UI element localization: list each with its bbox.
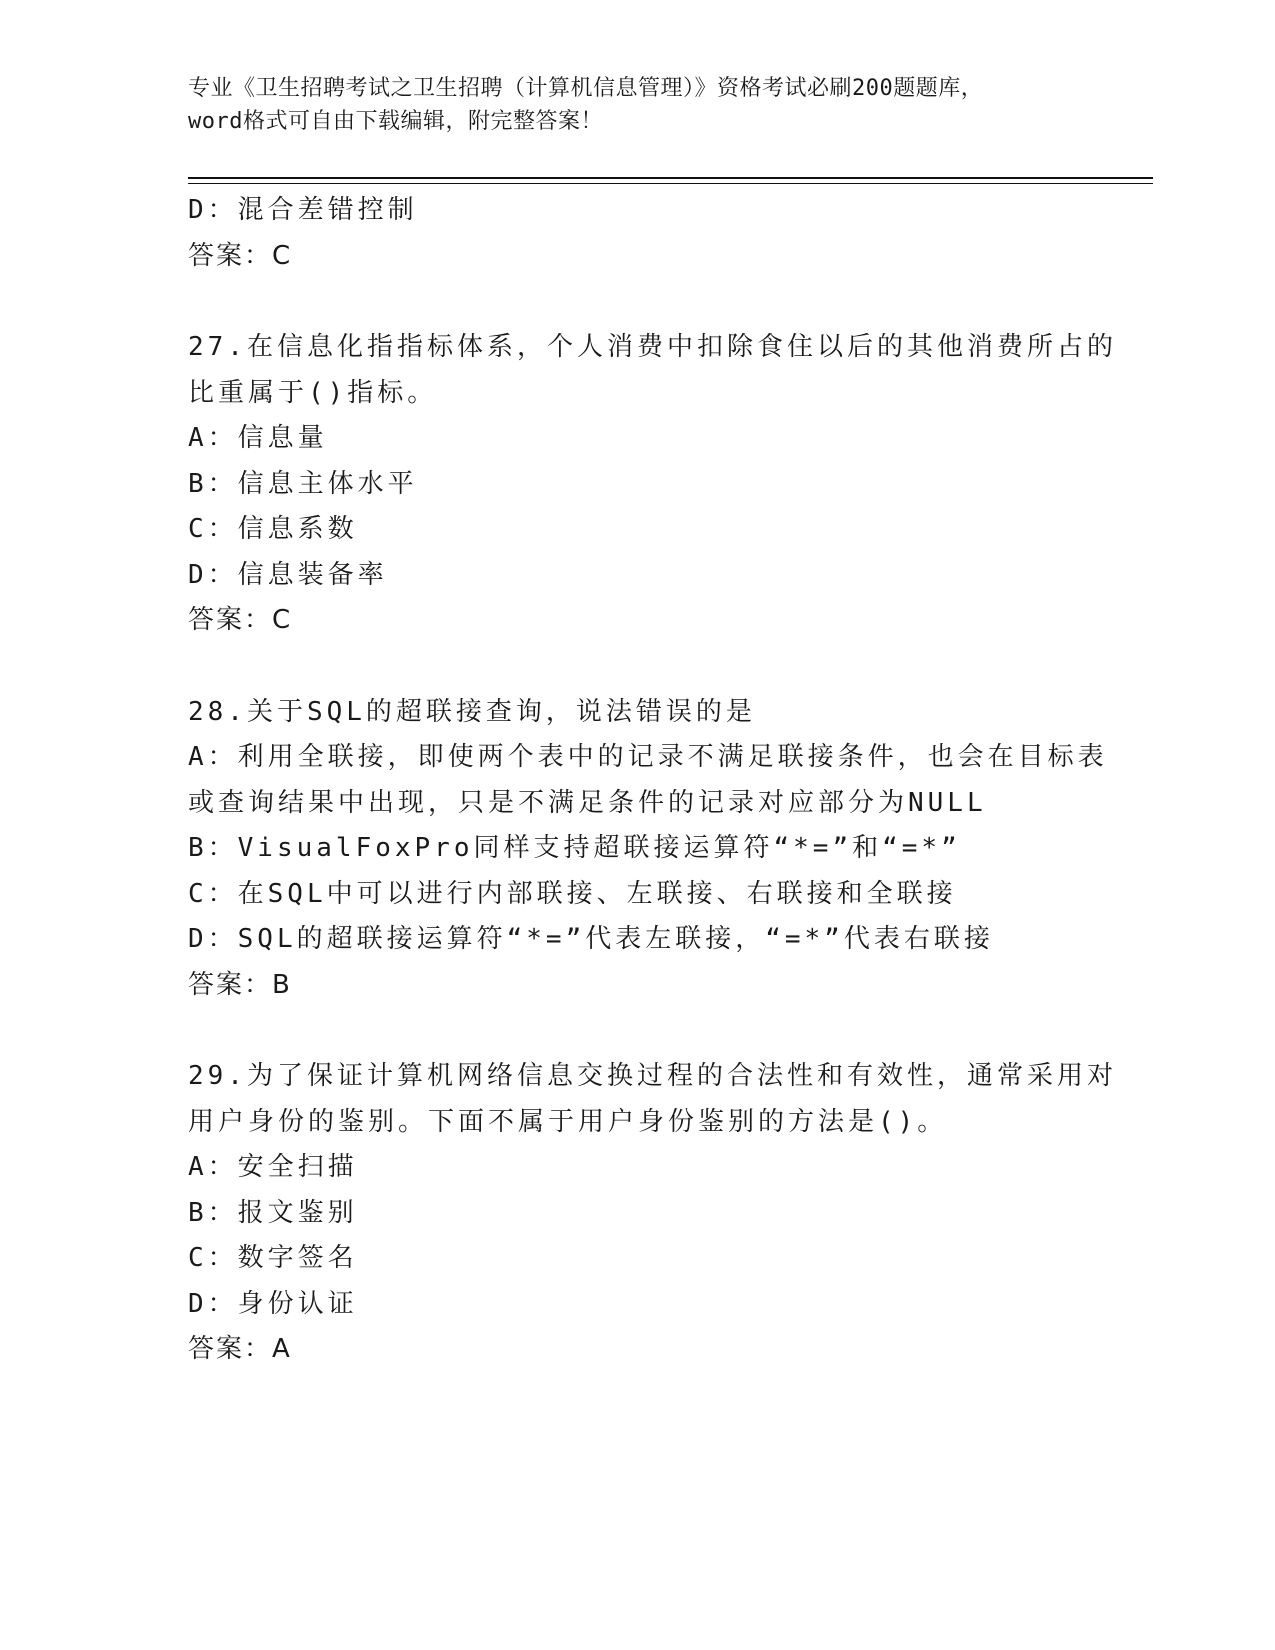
question-stem-line: 29.为了保证计算机网络信息交换过程的合法性和有效性，通常采用对: [188, 1061, 1117, 1091]
question-28: [188, 690, 1108, 1009]
option-c: C：数字签名: [188, 1243, 358, 1273]
header-divider-thin: [188, 183, 1153, 184]
option-b: B：信息主体水平: [188, 468, 418, 499]
option-b: B：VisualFoxPro同样支持超联接运算符“*=”和“=*”: [188, 833, 961, 863]
header-divider-thick: [188, 177, 1153, 179]
question-stem-line: 27.在信息化指指标体系，个人消费中扣除食住以后的其他消费所占的: [188, 332, 1117, 362]
option-b: B：报文鉴别: [188, 1197, 358, 1228]
answer-line: 答案：C: [188, 605, 293, 635]
option-a: A：信息量: [188, 423, 328, 453]
question-stem-line: 用户身份的鉴别。下面不属于用户身份鉴别的方法是()。: [188, 1106, 948, 1137]
answer-line: 答案：B: [188, 969, 292, 1000]
question-stem-line: 比重属于()指标。: [188, 377, 438, 408]
option-d: D：身份认证: [188, 1288, 358, 1319]
option-d: D：SQL的超联接运算符“*=”代表左联接，“=*”代表右联接: [188, 924, 994, 954]
option-a: A：利用全联接，即使两个表中的记录不满足联接条件，也会在目标表: [188, 742, 1108, 772]
question-29: [188, 1054, 1117, 1373]
option-c: C：信息系数: [188, 514, 358, 544]
option-d: D：混合差错控制: [188, 195, 418, 225]
carry-over-block: [188, 188, 1088, 279]
option-c: C：在SQL中可以进行内部联接、左联接、右联接和全联接: [188, 878, 957, 909]
option-d: D：信息装备率: [188, 559, 388, 590]
answer-line: 答案：C: [188, 240, 293, 271]
document-body: [188, 188, 1117, 1373]
option-a-continued: 或查询结果中出现，只是不满足条件的记录对应部分为NULL: [188, 787, 987, 818]
header-line-1: 专业《卫生招聘考试之卫生招聘（计算机信息管理）》资格考试必刷200题题库，: [188, 76, 984, 101]
question-stem-line: 28.关于SQL的超联接查询，说法错误的是: [188, 696, 756, 727]
header-line-2: word格式可自由下载编辑，附完整答案！: [188, 109, 603, 134]
answer-line: 答案：A: [188, 1334, 292, 1364]
option-a: A：安全扫描: [188, 1152, 358, 1182]
question-27: [188, 325, 1117, 644]
document-header: [188, 72, 1088, 138]
